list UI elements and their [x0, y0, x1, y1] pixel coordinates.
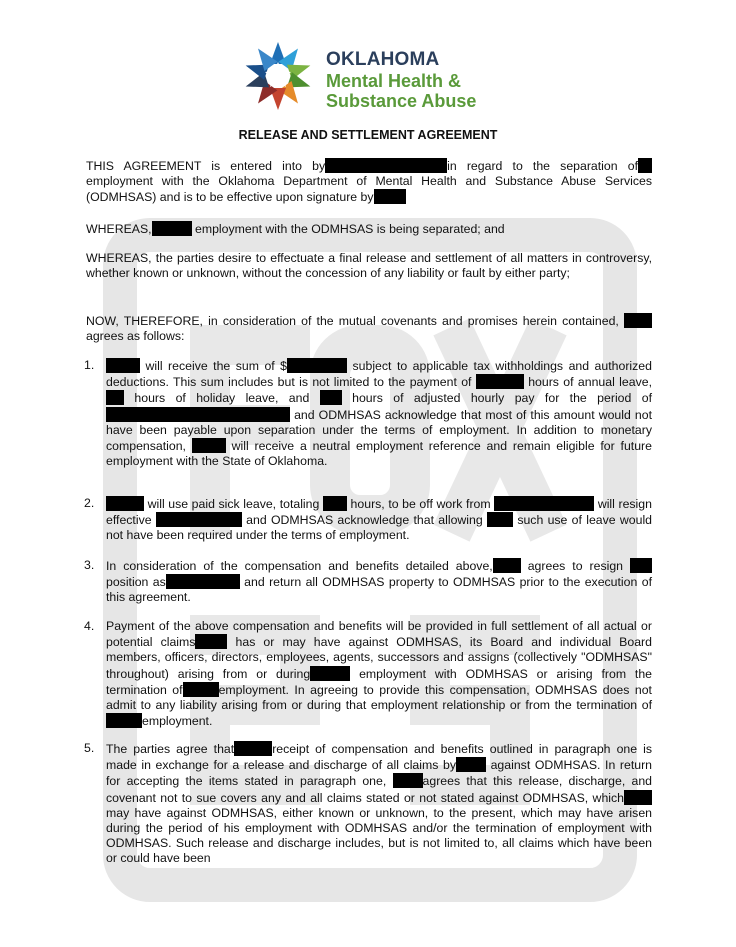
redaction-block: [152, 221, 192, 236]
redaction-block: [325, 158, 447, 173]
whereas-paragraph-2: WHEREAS, the parties desire to effectuate a final release and settlement of all matters in controversy, whether known or unknown, without the concession of any liability or fault by either party;: [86, 251, 652, 281]
redaction-block: [638, 158, 652, 173]
redaction-block: [234, 741, 272, 756]
redaction-block: [106, 496, 144, 511]
clause-4: 4. Payment of the above compensation and benefits will be provided in full settlement of all actual or potential claims has or may have against ODMHSAS, its Board and individual Board members, officers, directors, employees, agents, successors and assigns (collectively "ODMHSAS" throughout) arising from or during employment with ODMHSAS or arising from the termination of employment. In agreeing to provide this compensation, ODMHSAS does not admit to any liability arising from or during that employment relationship or from the termination ofemployment.: [84, 619, 653, 729]
redaction-block: [320, 390, 342, 405]
clause-3: 3. In consideration of the compensation and benefits detailed above, agrees to resign position as and return all ODMHSAS property to ODMHSAS prior to the execution of this agreement.: [84, 558, 652, 605]
redaction-block: [287, 358, 347, 373]
agency-logo: [240, 38, 510, 116]
clause-number: 1.: [84, 358, 95, 372]
redaction-block: [487, 512, 513, 527]
redaction-block: [106, 713, 142, 728]
clause-number: 5.: [84, 741, 95, 755]
redaction-block: [323, 496, 347, 511]
redaction-block: [192, 438, 226, 453]
clause-2: 2. will use paid sick leave, totaling hours, to be off work from will resign effective and ODMHSAS acknowledge that allowing such use of leave would not have been required under the terms of employment.: [84, 496, 653, 543]
clause-number: 2.: [84, 496, 95, 510]
clause-number: 4.: [84, 619, 95, 633]
document-title: RELEASE AND SETTLEMENT AGREEMENT: [238, 128, 498, 142]
redaction-block: [494, 496, 594, 511]
now-therefore-paragraph: NOW, THEREFORE, in consideration of the mutual covenants and promises herein contained, agrees as follows:: [86, 313, 652, 344]
redaction-block: [393, 773, 423, 788]
redaction-block: [195, 634, 227, 649]
redaction-block: [310, 666, 350, 681]
redaction-block: [374, 189, 406, 204]
redaction-block: [166, 574, 240, 589]
logo-line-1: OKLAHOMA: [326, 49, 440, 70]
clause-5: 5. The parties agree that receipt of compensation and benefits outlined in paragraph one is made in exchange for a release and discharge of all claims by against ODMHSAS. In return for accepting the items stated in paragraph one, agrees that this release, discharge, and covenant not to sue covers any and all claims stated or not stated against ODMHSAS, which may have against ODMHSAS, either known or unknown, to the present, which may have arisen during the period of his employment with ODMHSAS and/or the termination of employment with ODMHSAS. Such release and discharge includes, but is not limited to, all claims which have been or could have been: [84, 741, 653, 866]
redaction-block: [630, 558, 652, 573]
redaction-block: [456, 757, 486, 772]
redaction-block: [493, 558, 521, 573]
redaction-block: [183, 682, 219, 697]
whereas-paragraph-1: WHEREAS, employment with the ODMHSAS is being separated; and: [86, 222, 505, 236]
redaction-block: [624, 790, 652, 805]
intro-paragraph: THIS AGREEMENT is entered into by in regard to the separation of employment with the Oklahoma Department of Mental Health and Substance Abuse Services (ODMHSAS) and is to be effective upon signature by: [86, 159, 652, 205]
redaction-block: [106, 390, 124, 405]
logo-line-2: Mental Health &: [326, 71, 462, 91]
redaction-block: [106, 358, 140, 373]
clause-number: 3.: [84, 558, 95, 572]
star-logo-icon: [240, 38, 316, 114]
redaction-block: [156, 512, 242, 527]
redaction-block: [106, 407, 290, 422]
redaction-block: [476, 374, 524, 389]
logo-line-3: Substance Abuse: [326, 91, 477, 111]
redaction-block: [624, 313, 652, 328]
clause-1: 1. will receive the sum of $ subject to applicable tax withholdings and authorized deductions. This sum includes but is not limited to the payment of hours of annual leave, hours of holiday leave, and hours of adjusted hourly pay for the period of and ODMHSAS acknowledge that most of this amount would not have been payable upon separation under the terms of employment. In addition to monetary compensation, will receive a neutral employment reference and remain eligible for future employment with the State of Oklahoma.: [84, 358, 653, 469]
